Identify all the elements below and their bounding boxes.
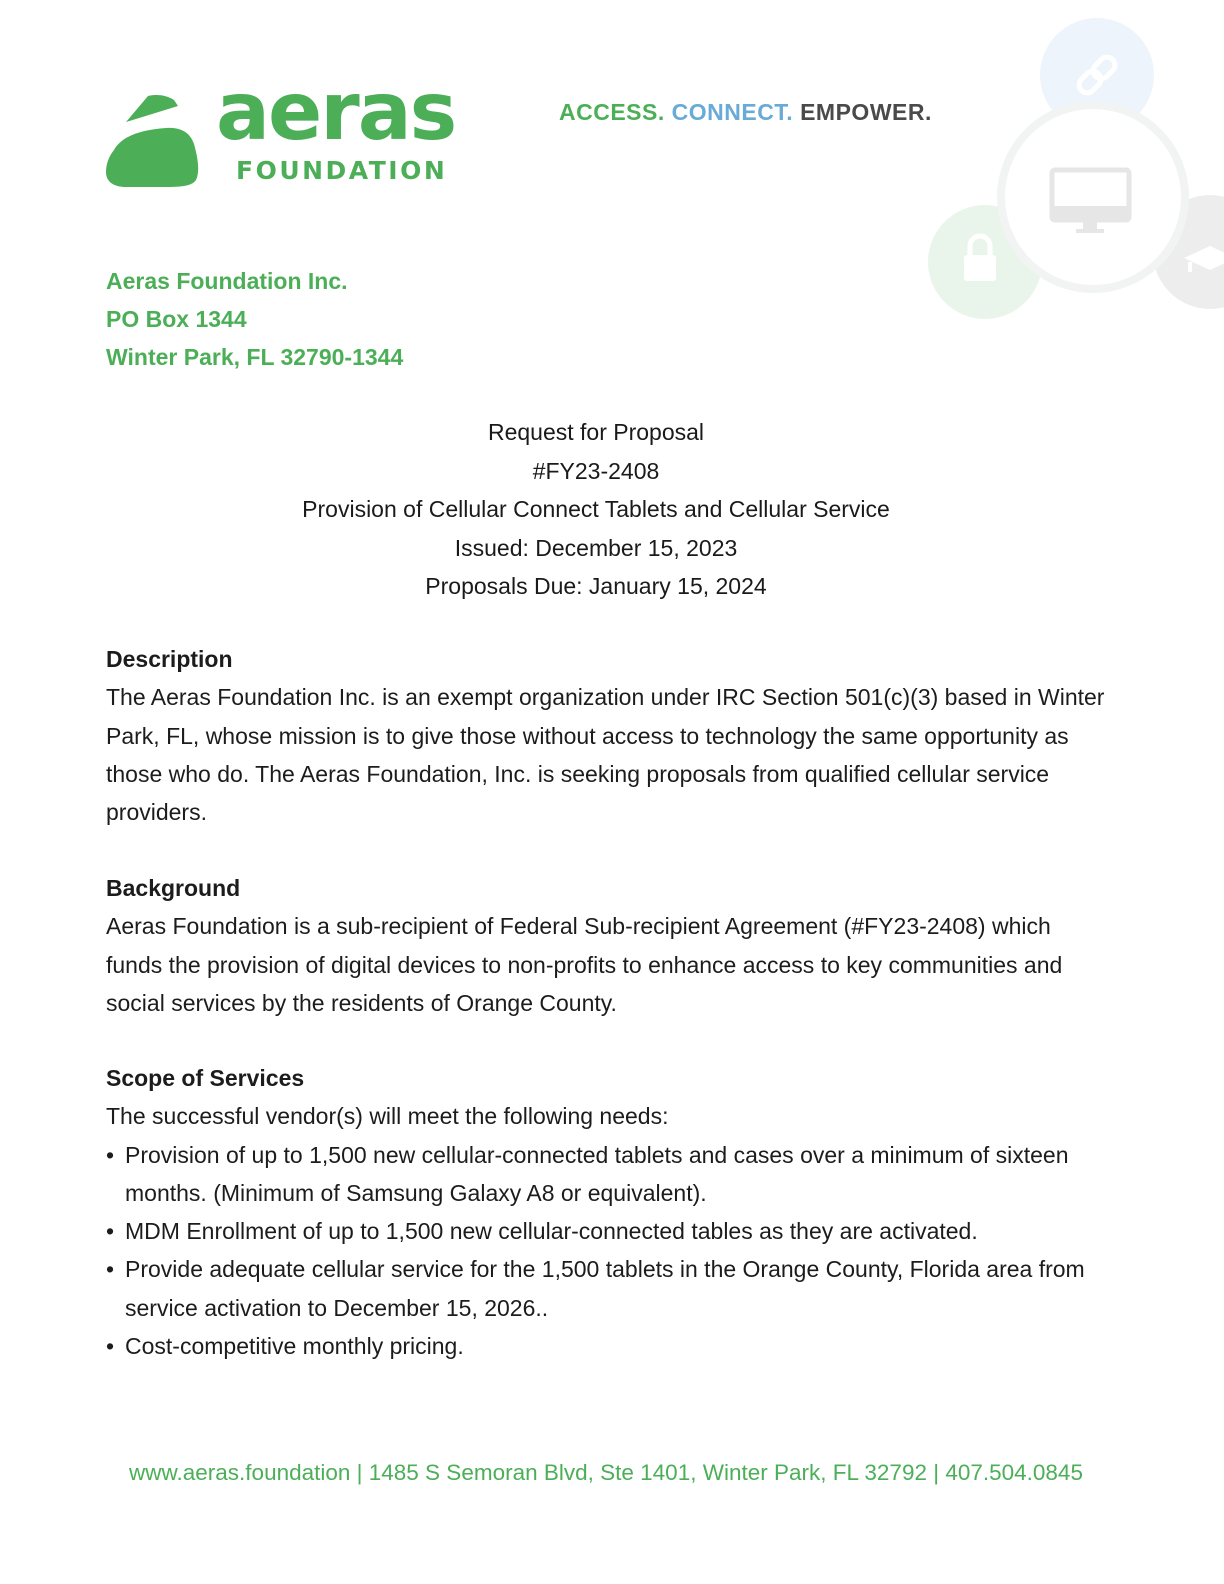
tagline [559, 99, 932, 126]
tagline-empower: EMPOWER. [800, 99, 932, 125]
logo-subtitle: FOUNDATION [236, 156, 448, 185]
address-line-3: Winter Park, FL 32790-1344 [106, 344, 404, 370]
background-heading: Background [106, 875, 241, 901]
background-section [106, 869, 1106, 1022]
rfp-title-block [0, 413, 1192, 606]
rfp-due-date: Proposals Due: January 15, 2024 [425, 573, 767, 599]
description-section [106, 640, 1106, 831]
scope-item: • Provision of up to 1,500 new cellular-connected tablets and cases over a minimum of sixteen months. (Minimum of Samsung Galaxy A8 or equivalent). [106, 1136, 1106, 1213]
decor-circle-main [1001, 105, 1185, 289]
address-line-2: PO Box 1344 [106, 306, 247, 332]
logo-wordmark: aeras [216, 65, 456, 158]
scope-heading: Scope of Services [106, 1065, 305, 1091]
sender-address [106, 262, 403, 376]
description-body: The Aeras Foundation Inc. is an exempt organization under IRC Section 501(c)(3) based in Winter Park, FL, whose mission is to give those without access to technology the same opportunity as those who do. The Aeras Foundation, Inc. is seeking proposals from qualified cellular service providers. [106, 684, 1105, 826]
description-heading: Description [106, 646, 233, 672]
scope-item: • MDM Enrollment of up to 1,500 new cellular-connected tables as they are activated. [106, 1212, 1106, 1250]
logo-mark-icon [104, 92, 208, 188]
background-body: Aeras Foundation is a sub-recipient of Federal Sub-recipient Agreement (#FY23-2408) which funds the provision of digital devices to non-profits to enhance access to key communities and social services by the residents of Orange County. [106, 913, 1063, 1016]
scope-item: • Cost-competitive monthly pricing. [106, 1327, 1106, 1365]
scope-section [106, 1059, 1106, 1365]
rfp-title: Request for Proposal [487, 419, 705, 445]
footer-contact: www.aeras.foundation | 1485 S Semoran Blvd, Ste 1401, Winter Park, FL 32792 | 407.504.0845 [129, 1460, 1083, 1485]
rfp-issued-date: Issued: December 15, 2023 [454, 534, 738, 561]
tagline-connect: CONNECT. [671, 99, 794, 125]
scope-item: • Provide adequate cellular service for the 1,500 tablets in the Orange County, Florida area from service activation to December 15, 2026.. [106, 1250, 1106, 1327]
rfp-number: #FY23-2408 [532, 457, 660, 484]
logo [104, 65, 464, 198]
scope-list [106, 1136, 1106, 1366]
scope-intro: The successful vendor(s) will meet the following needs: [106, 1103, 669, 1130]
address-line-1: Aeras Foundation Inc. [106, 268, 348, 294]
tagline-access: ACCESS. [559, 99, 665, 125]
rfp-subject: Provision of Cellular Connect Tablets and Cellular Service [302, 496, 890, 522]
